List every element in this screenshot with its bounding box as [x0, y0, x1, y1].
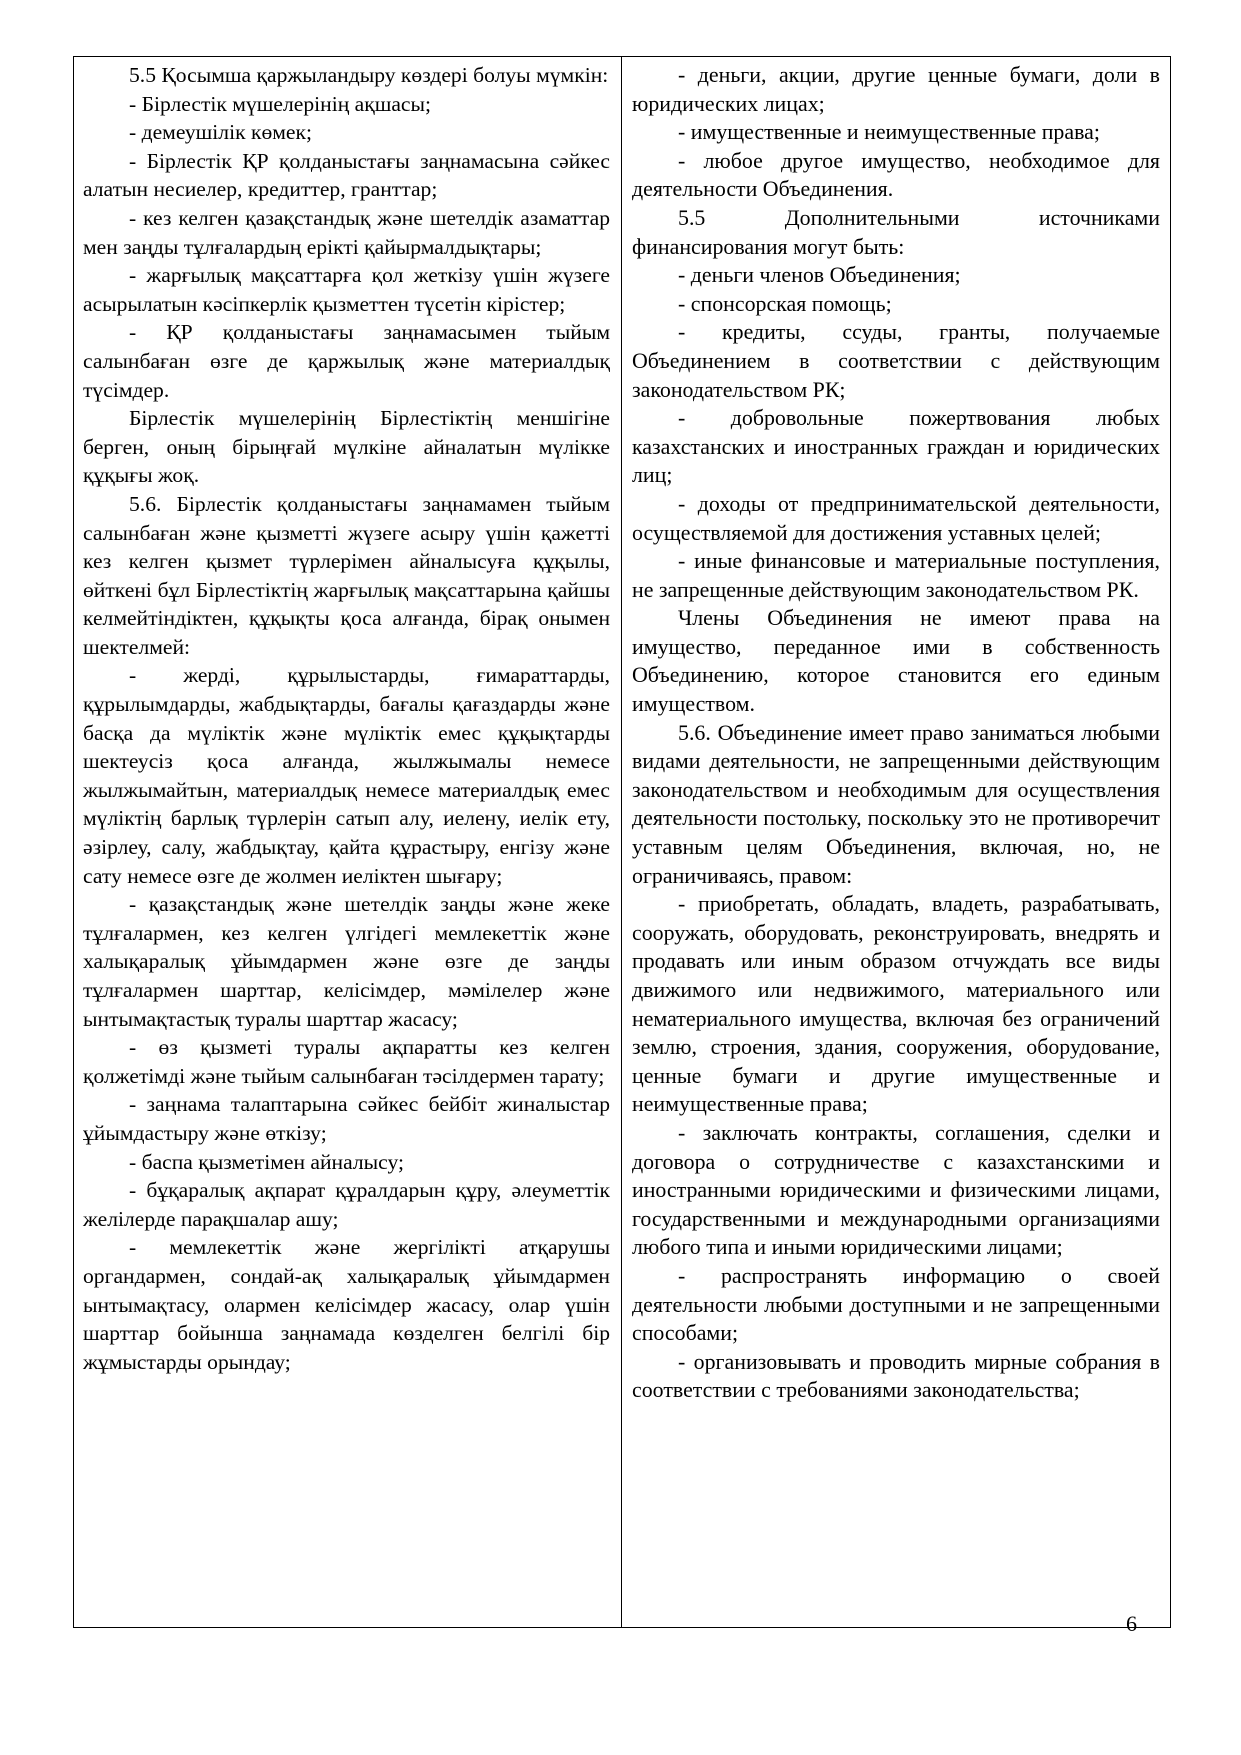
paragraph: - организовывать и проводить мирные собрания в соответствии с требованиями законодательства; [632, 1348, 1160, 1403]
paragraph: 5.5 Дополнительными источниками финансирования могут быть: [632, 204, 1160, 259]
paragraph: - кез келген қазақстандық және шетелдік азаматтар мен заңды тұлғалардың ерікті қайырмалдықтары; [83, 205, 610, 259]
paragraph: Члены Объединения не имеют права на имущество, переданное ими в собственность Объединению, которое становится его единым имуществом. [632, 605, 1160, 717]
page-number: 6 [1126, 1611, 1137, 1636]
paragraph: - қазақстандық және шетелдік заңды және жеке тұлғалармен, кез келген үлгідегі мемлекеттік және халықаралық ұйымдармен және өзге де заңды тұлғалармен шарттар, келісімдер, мәмілелер және ынтымақтастық туралы шарттар жасасу; [83, 892, 610, 1031]
paragraph: - Бірлестік мүшелерінің ақшасы; [129, 91, 432, 116]
paragraph: - иные финансовые и материальные поступления, не запрещенные действующим законодательством РК. [632, 548, 1160, 602]
paragraph: 5.6. Объединение имеет право заниматься любыми видами деятельности, не запрещенными действующим законодательством и необходимым для осуществления деятельности постольку, поскольку это не противоречит уставным целям Объединения, включая, но, не ограничиваясь, правом: [632, 719, 1160, 888]
bilingual-text-table [73, 56, 1171, 1628]
paragraph: - кредиты, ссуды, гранты, получаемые Объединением в соответствии с действующим законодательством РК; [632, 319, 1160, 402]
paragraph: - Бірлестік ҚР қолданыстағы заңнамасына сәйкес алатын несиелер, кредиттер, гранттар; [83, 148, 610, 202]
paragraph: - распространять информацию о своей деятельности любыми доступными и не запрещенными способами; [632, 1262, 1160, 1346]
paragraph: - жарғылық мақсаттарға қол жеткізу үшін жүзеге асырылатын кәсіпкерлік қызметтен түсетін кірістер; [83, 263, 610, 316]
paragraph: 5.6. Бірлестік қолданыстағы заңнамамен тыйым салынбаған және қызметті жүзеге асыру үшін қажетті кез келген қызмет түрлерімен айналысуға құқылы, өйткені бұл Бірлестіктің жарғылық мақсаттарына қайшы келмейтіндіктен, құқықты қоса алғанда, бірақ онымен шектелмей: [83, 491, 610, 659]
paragraph: - демеушілік көмек; [129, 120, 312, 145]
paragraph: - жерді, құрылыстарды, ғимараттарды, құрылымдарды, жабдықтарды, бағалы қағаздарды және басқа да мүліктік және мүліктік емес құқықтарды шектеусіз қоса алғанда, жылжымалы немесе жылжымайтын, материалдық немесе материалдық емес мүліктің барлық түрлерін сатып алу, иелену, иелік ету, әзірлеу, салу, жабдықтау, қайта құрастыру, енгізу және сату немесе өзге де жолмен иеліктен шығару; [83, 663, 610, 888]
paragraph: - приобретать, обладать, владеть, разрабатывать, сооружать, оборудовать, реконструировать, внедрять и продавать или иным образом отчуждать все виды движимого или недвижимого, материального или нематериального имущества, включая без ограничений землю, строения, здания, сооружения, оборудование, ценные бумаги и другие имущественные и неимущественные права; [632, 891, 1160, 1117]
paragraph: - деньги членов Объединения; [678, 262, 961, 288]
paragraph: - добровольные пожертвования любых казахстанских и иностранных граждан и юридических лиц; [632, 405, 1160, 488]
paragraph: - өз қызметі туралы ақпаратты кез келген қолжетімді және тыйым салынбаған тәсілдермен тарату; [83, 1035, 610, 1088]
paragraph: - деньги, акции, другие ценные бумаги, доли в юридических лицах; [632, 62, 1160, 116]
russian-text-column [622, 57, 1170, 1627]
paragraph: - доходы от предпринимательской деятельности, осуществляемой для достижения уставных целей; [632, 490, 1160, 545]
paragraph: - бұқаралық ақпарат құралдарын құру, әлеуметтік желілерде парақшалар ашу; [83, 1178, 610, 1231]
paragraph: - любое другое имущество, необходимое для деятельности Объединения. [632, 147, 1160, 202]
paragraph: - ҚР қолданыстағы заңнамасымен тыйым салынбаған өзге де қаржылық және материалдық түсімдер. [83, 320, 610, 402]
paragraph: - баспа қызметімен айналысу; [129, 1149, 404, 1174]
paragraph: 5.5 Қосымша қаржыландыру көздері болуы мүмкін: [129, 63, 609, 87]
paragraph: - мемлекеттік және жергілікті атқарушы органдармен, сондай-ақ халықаралық ұйымдармен ынтымақтасу, олармен келісімдер жасасу, олар үшін шарттар бойынша заңнамада көзделген белгілі бір жұмыстарды орындау; [83, 1235, 610, 1374]
paragraph: - спонсорская помощь; [678, 290, 892, 316]
paragraph: - имущественные и неимущественные права; [678, 119, 1100, 145]
paragraph: - заключать контракты, соглашения, сделки и договора о сотрудничестве с казахстанскими и иностранными юридическими и физическими лицами, государственными и международными организациями любого типа и иными юридическими лицами; [632, 1119, 1160, 1260]
paragraph: - заңнама талаптарына сәйкес бейбіт жиналыстар ұйымдастыру және өткізу; [83, 1092, 610, 1145]
kazakh-text-column [74, 57, 622, 1627]
paragraph: Бірлестік мүшелерінің Бірлестіктің меншігіне берген, оның бірыңғай мүлкіне айналатын мүлікке құқығы жоқ. [83, 406, 610, 488]
